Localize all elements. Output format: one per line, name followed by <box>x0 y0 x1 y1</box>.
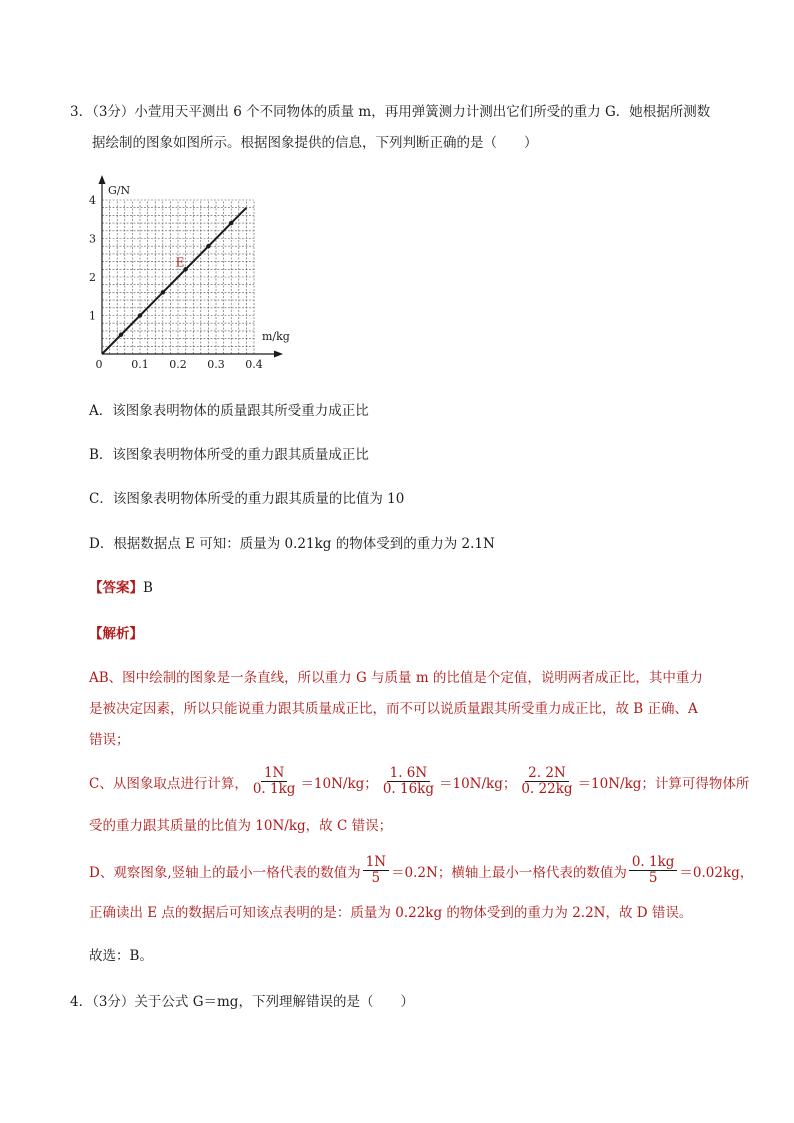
origin-label: 0 <box>95 358 103 371</box>
question-stem: （3分）关于公式 G＝mg，下列理解错误的是（ ） <box>92 994 414 1010</box>
fraction-4-result: ＝0.2N；横轴上最小一格代表的数值为 <box>391 864 627 881</box>
fraction-2-numerator: 1. 6N <box>387 766 431 782</box>
fraction-5 <box>629 855 678 886</box>
y-tick-label: 1 <box>89 309 96 323</box>
option-d: D．根据数据点 E 可知：质量为 0.21kg 的物体受到的重力为 2.1N <box>89 536 495 552</box>
y-tick-label: 2 <box>89 271 96 284</box>
data-line <box>102 208 246 354</box>
analysis-d-prefix: D、观察图象,竖轴上的最小一格代表的数值为 <box>89 864 361 881</box>
fraction-2 <box>380 766 437 797</box>
question-number: 4． <box>70 994 93 1010</box>
analysis-label: 【解析】 <box>89 626 143 642</box>
analysis-d-line1 <box>89 855 753 886</box>
fraction-5-result: ＝0.02kg， <box>679 864 754 881</box>
analysis-c-line1 <box>89 766 749 797</box>
option-b: B．该图象表明物体所受的重力跟其质量成正比 <box>89 447 369 463</box>
answer-value: B <box>143 580 153 596</box>
question-stem-line2: 据绘制的图象如图所示。根据图象提供的信息，下列判断正确的是（ ） <box>92 135 538 151</box>
data-point <box>206 244 210 248</box>
question-stem-line1: （3分）小萱用天平测出 6 个不同物体的质量 m，再用弹簧测力计测出它们所受的重力 G．她根据所测数 <box>92 104 711 120</box>
fraction-5-numerator: 0. 1kg <box>629 855 678 871</box>
option-a: A．该图象表明物体的质量跟其所受重力成正比 <box>89 403 369 419</box>
analysis-ab-line2: 是被决定因素，所以只能说重力跟其质量成正比，而不可以说质量跟其所受重力成正比，故 B 正确、A <box>89 701 698 717</box>
analysis-conclusion: 故选：B。 <box>89 948 153 964</box>
analysis-d-line2: 正确读出 E 点的数据后可知该点表明的是：质量为 0.22kg 的物体受到的重力为 2.2N，故 D 错误。 <box>89 905 693 921</box>
y-tick-label: 3 <box>89 232 96 246</box>
x-tick-label: 0.2 <box>169 358 187 371</box>
analysis-c-prefix: C、从图象取点进行计算， <box>89 775 248 792</box>
fraction-1-numerator: 1N <box>261 766 287 782</box>
fraction-5-denominator: 5 <box>648 870 658 886</box>
question-3 <box>70 100 710 120</box>
data-point-label: E <box>175 255 185 270</box>
x-axis-label: m/kg <box>262 330 290 343</box>
fraction-3 <box>518 766 575 797</box>
analysis-ab-line3: 错误； <box>89 732 130 748</box>
analysis-ab-line1: AB、图中绘制的图象是一条直线，所以重力 G 与质量 m 的比值是个定值，说明两者成正比，其中重力 <box>89 670 703 686</box>
data-point <box>161 290 165 294</box>
fraction-3-result: ＝10N/kg；计算可得物体所 <box>577 775 750 792</box>
fraction-4 <box>363 855 389 886</box>
option-c: C．该图象表明物体所受的重力跟其质量的比值为 10 <box>89 491 405 507</box>
data-point <box>138 313 142 317</box>
question-number: 3． <box>70 104 93 120</box>
answer <box>89 576 153 596</box>
fraction-2-result: ＝10N/kg； <box>439 775 517 792</box>
x-tick-label: 0.4 <box>245 358 263 371</box>
fraction-3-denominator: 0. 22kg <box>521 781 573 797</box>
data-point <box>119 333 123 337</box>
fraction-2-denominator: 0. 16kg <box>382 781 434 797</box>
fraction-1-result: ＝10N/kg； <box>300 775 378 792</box>
analysis-c-line2: 受的重力跟其质量的比值为 10N/kg，故 C 错误； <box>89 818 393 834</box>
y-axis-label: G/N <box>108 184 131 197</box>
x-tick-label: 0.1 <box>131 358 149 371</box>
fraction-4-numerator: 1N <box>363 855 389 871</box>
answer-label: 【答案】 <box>89 580 143 596</box>
question-4 <box>70 990 414 1010</box>
y-tick-label: 4 <box>89 194 96 207</box>
fraction-1-denominator: 0. 1kg <box>252 781 296 797</box>
y-axis-arrow-icon <box>99 175 106 184</box>
fraction-1 <box>250 766 299 797</box>
fraction-4-denominator: 5 <box>371 870 381 886</box>
data-point <box>229 221 233 225</box>
gravity-mass-chart <box>84 172 294 377</box>
x-tick-label: 0.3 <box>207 358 225 371</box>
x-axis-arrow-icon <box>274 351 283 358</box>
fraction-3-numerator: 2. 2N <box>525 766 569 782</box>
